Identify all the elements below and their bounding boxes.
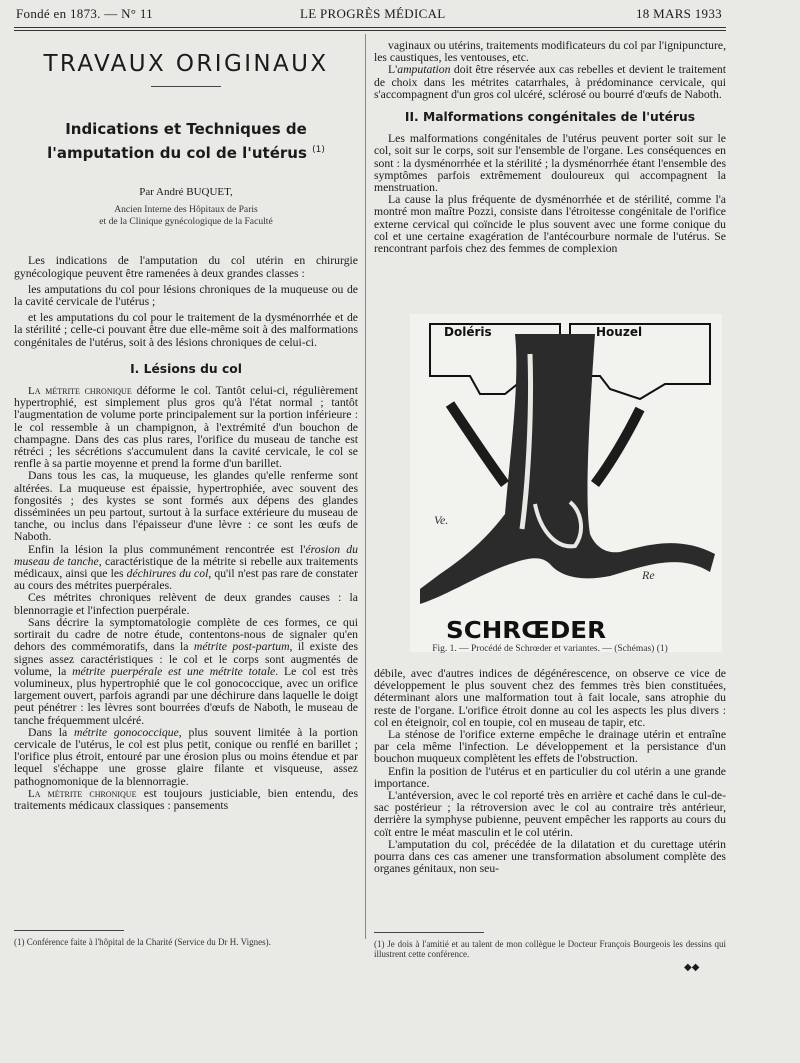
header-rule: [14, 27, 726, 28]
label-re: Re: [642, 568, 655, 582]
header-rule-2: [14, 30, 726, 31]
footnote-right: (1) Je dois à l'amitié et au talent de mon collègue le Docteur François Bourgeois les dessins qui illustrent cette conférence.: [374, 939, 726, 959]
article-title-text: Indications et Techniques de l'amputation du col de l'utérus: [47, 120, 307, 163]
paragraph: [14, 385, 358, 470]
paragraph: L'antéversion, avec le col reporté très en arrière et caché dans le cul-de-sac postérieur ; la rétroversion avec le col au contraire très antérieur, derrière la symphyse pubienne, peuvent empêcher les rapports au cours du coït entre le méat masculin et le col utérin.: [374, 789, 726, 839]
title-footnote-mark: (1): [312, 145, 325, 156]
text-run: . Le col est très volumineux, plus hypertrophié que le col gonococcique, avec un orifice largement ouvert, parfois agrandi par une déchirure dans laquelle le doigt peut pénétrer : les lèvres sont bourrées d'œufs de Naboth, le museau de tanche fréquemment ulcéré.: [14, 664, 358, 727]
paragraph: Ces métrites chroniques relèvent de deux grandes causes : la blennorragie et l'infection puerpérale.: [14, 591, 358, 617]
uterus-silhouette: [420, 334, 715, 604]
paragraph: [374, 64, 726, 101]
text-run: , il existe des signes assez caractéristiques : le col et le corps sont augmentés de volume, la: [14, 640, 358, 678]
right-column-top: [374, 40, 726, 255]
column-divider: [365, 34, 366, 939]
paragraph: La cause la plus fréquente de dysménorrhée et de stérilité, comme l'a montré mon maître Pozzi, consiste dans l'étroitesse congénitale de l'orifice externe cervical qui coïncide le plus souvent avec une forme conique du col et une certaine exagération de l'antécourbure normale de l'utérus. Se rencontrant parfois chez des femmes de complexion: [374, 193, 726, 256]
list-item-2: et les amputations du col pour le traitement de la dysménorrhée et de la stérilité ; celle-ci pouvant être due elle-même soit à des malformations congénitales de l'utérus, soit à des lésions chroniques de celui-ci.: [14, 311, 358, 349]
text-run: Sans décrire la symptomatologie complète de ces formes, ce qui sortirait du cadre de notre étude, contentons-nous de signaler qu'en dehors des commémoratifs, dans la: [14, 615, 358, 654]
italic-term: amputation: [397, 63, 451, 77]
left-column: [14, 51, 358, 812]
rubric-rule: [151, 86, 221, 87]
affiliation-2: et de la Clinique gynécologique de la Faculté: [99, 215, 273, 227]
right-footnote-block: [374, 932, 726, 959]
rubric-title: TRAVAUX ORIGINAUX: [43, 51, 329, 77]
small-caps-term: La métrite chronique: [28, 385, 132, 398]
label-doleris: Doléris: [444, 325, 492, 339]
footnote-rule: [374, 932, 484, 933]
italic-term: métrite puerpérale est une métrite totale: [72, 664, 276, 678]
text-run: L': [388, 63, 398, 77]
section-1-heading: I. Lésions du col: [130, 361, 242, 376]
italic-term: métrite gonococcique: [74, 725, 179, 739]
left-footnote-block: [14, 930, 358, 947]
intro-paragraph: Les indications de l'amputation du col utérin en chirurgie gynécologique peuvent être ramenées à deux grandes classes :: [14, 254, 358, 280]
right-column-bottom: [374, 668, 726, 875]
text-run: , qu'il n'est pas rare de constater au cours des métrites puerpérales.: [14, 567, 358, 593]
italic-term: déchirures du col: [126, 567, 209, 581]
text-run: doit être réservée aux cas rebelles et devient le traitement de choix dans les métrites catarrhales, à prédominance cervicale, qui s'accompagnent d'un gros col ulcéré, sclérosé ou bourré d'œufs de Naboth.: [374, 63, 726, 101]
section-2-heading: II. Malformations congénitales de l'utérus: [404, 110, 696, 125]
label-ve: Ve.: [434, 513, 449, 527]
header-date: 18 MARS 1933: [636, 6, 722, 21]
paragraph: Enfin la position de l'utérus et en particulier du col utérin a une grande importance.: [374, 764, 726, 790]
affiliation-1: Ancien Interne des Hôpitaux de Paris: [114, 204, 258, 216]
small-caps-term: La métrite chronique: [28, 787, 137, 800]
footnote-rule: [14, 930, 124, 931]
figure-drawing: [410, 314, 722, 652]
paragraph: Dans tous les cas, la muqueuse, les glandes qu'elle renferme sont altérées. La muqueuse est épaissie, hypertrophiée, avec souvent des fongosités ; des kystes se sont formés aux dépens des glandes disséminées un peu partout, surtout à la surface extérieure du museau de tanche, ou inclus dans l'épaisseur d'une lèvre : ce sont les œufs de Naboth.: [14, 469, 358, 544]
paragraph-text: déforme le col. Tantôt celui-ci, régulièrement hypertrophié, est simplement plus gros qu'à l'état normal ; tantôt l'augmentation de volume porte principalement sur la portion inférieure : le col ressemble à un champignon, à l'extrémité d'un bouchon de champagne. Dans des cas plus rares, l'orifice du museau de tanche est rétréci ; les sécrétions s'accumulent dans la cavité cervicale, le col se renfle à sa partie moyenne et prend la forme d'un barillet.: [14, 384, 358, 471]
list-item-1: les amputations du col pour lésions chroniques de la muqueuse ou de la cavité cervicale de l'utérus ;: [14, 282, 358, 309]
figure-schroeder-procedure: [410, 314, 722, 652]
paragraph: La sténose de l'orifice externe empêche le drainage utérin et entraîne par cela même l'infection. Le développement et la persistance d'un bouchon muqueux complètent les effets de l'obstruction.: [374, 728, 726, 766]
paragraph: débile, avec d'autres indices de dégénérescence, on observe ce vice de développement le plus souvent chez des femmes très bien constituées, déterminant alors une malformation tout à fait locale, sans atrophie du reste de l'organe. L'orifice étroit donne au col les aspects les plus divers : col en éteignoir, col en toupie, col en museau de tapir, etc.: [374, 667, 726, 729]
paragraph: [14, 617, 358, 727]
italic-term: érosion du museau de tanche: [14, 542, 358, 568]
article-title: [14, 119, 358, 164]
figure-caption: Fig. 1. — Procédé de Schrœder et variantes. — (Schémas) (1): [432, 644, 668, 654]
text-run: , caractéristique de la métrite si rebelle aux traitements médicaux, ainsi que les: [14, 554, 358, 581]
header-journal-title: LE PROGRÈS MÉDICAL: [300, 6, 446, 21]
label-houzel: Houzel: [596, 325, 643, 339]
header-founded: Fondé en 1873. — N° 11: [16, 6, 153, 21]
text-run: Dans la: [28, 725, 74, 739]
label-schroeder: SCHRŒDER: [446, 618, 607, 644]
byline: Par André BUQUET,: [139, 186, 233, 199]
text-run: Enfin la lésion la plus communément rencontrée est l': [28, 542, 306, 556]
paragraph: [14, 544, 358, 593]
text-run: , plus souvent limitée à la portion cervicale de l'utérus, le col est plus petit, conique ou renflé en barillet ; l'orifice plus étroit, entouré par une érosion plus ou moins étendue et par lequel s'échappe une grosse glaire filante et visqueuse, assez pathognomonique de la blennorragie.: [14, 725, 358, 788]
paragraph: [14, 727, 358, 788]
footnote-left: (1) Conférence faite à l'hôpital de la Charité (Service du Dr H. Vignes).: [14, 937, 271, 947]
paragraph: vaginaux ou utérins, traitements modificateurs du col par l'ignipuncture, les caustiques, les ventouses, etc.: [374, 39, 726, 65]
paragraph: L'amputation du col, précédée de la dilatation et du curettage utérin pourra dans ces cas amener une transformation absolument complète des organes génitaux, non seu-: [374, 837, 726, 876]
paragraph: [14, 788, 358, 812]
italic-term: métrite post-partum: [193, 640, 290, 654]
paragraph-text: est toujours justiciable, bien entendu, des traitements médicaux classiques : pansements: [14, 786, 358, 812]
end-ornament: ◆◆: [684, 962, 700, 973]
running-header: [0, 0, 800, 28]
paragraph: Les malformations congénitales de l'utérus peuvent porter soit sur le col, soit sur le corps, soit sur l'ensemble de l'organe. Les conséquences en sont : la dysménorrhée et la stérilité ; la dysménorrhée étant l'ensemble des symptômes parfois extrêmement douloureux qui accompagnent la menstruation.: [374, 132, 726, 195]
